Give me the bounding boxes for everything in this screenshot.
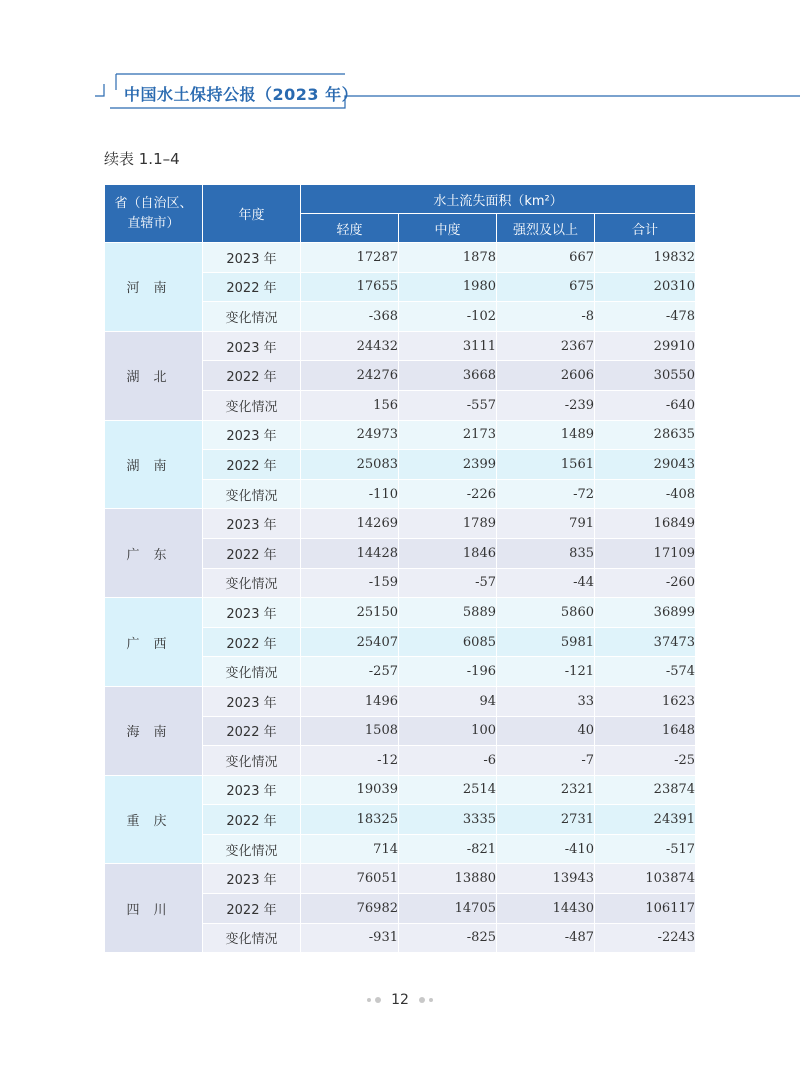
value-cell: 1846	[399, 538, 497, 568]
value-cell: 2173	[399, 420, 497, 450]
year-cell: 2022 年	[203, 361, 301, 391]
year-cell: 变化情况	[203, 746, 301, 776]
footer-dot-icon	[375, 997, 381, 1003]
province-cell: 广西	[105, 598, 203, 687]
year-cell: 2023 年	[203, 686, 301, 716]
value-cell: -825	[399, 923, 497, 953]
value-cell: 28635	[595, 420, 696, 450]
year-cell: 2023 年	[203, 420, 301, 450]
value-cell: 106117	[595, 894, 696, 924]
value-cell: 33	[497, 686, 595, 716]
value-cell: 14705	[399, 894, 497, 924]
value-cell: -408	[595, 479, 696, 509]
value-cell: 3335	[399, 805, 497, 835]
value-cell: 3111	[399, 331, 497, 361]
value-cell: 1508	[301, 716, 399, 746]
value-cell: 24973	[301, 420, 399, 450]
value-cell: 20310	[595, 272, 696, 302]
value-cell: 25407	[301, 627, 399, 657]
value-cell: 100	[399, 716, 497, 746]
table-body	[105, 243, 696, 953]
value-cell: -102	[399, 302, 497, 332]
value-cell: 17655	[301, 272, 399, 302]
value-cell: 2399	[399, 450, 497, 480]
value-cell: 76982	[301, 894, 399, 924]
value-cell: -574	[595, 657, 696, 687]
year-cell: 变化情况	[203, 923, 301, 953]
value-cell: 40	[497, 716, 595, 746]
value-cell: -12	[301, 746, 399, 776]
value-cell: 1789	[399, 509, 497, 539]
value-cell: 76051	[301, 864, 399, 894]
table-row	[105, 686, 696, 716]
soil-erosion-table	[104, 184, 696, 953]
value-cell: 675	[497, 272, 595, 302]
header-frame-decoration	[0, 68, 800, 118]
value-cell: -640	[595, 390, 696, 420]
table-row	[105, 775, 696, 805]
year-cell: 变化情况	[203, 390, 301, 420]
table-row	[105, 420, 696, 450]
value-cell: 5981	[497, 627, 595, 657]
year-cell: 2022 年	[203, 450, 301, 480]
value-cell: 19039	[301, 775, 399, 805]
year-cell: 变化情况	[203, 568, 301, 598]
year-cell: 变化情况	[203, 479, 301, 509]
value-cell: 30550	[595, 361, 696, 391]
table-row	[105, 243, 696, 273]
value-cell: 19832	[595, 243, 696, 273]
value-cell: 1623	[595, 686, 696, 716]
value-cell: 5889	[399, 598, 497, 628]
value-cell: 714	[301, 834, 399, 864]
value-cell: 23874	[595, 775, 696, 805]
province-cell: 湖北	[105, 331, 203, 420]
table-row	[105, 598, 696, 628]
header-moderate: 中度	[399, 214, 497, 243]
value-cell: 17109	[595, 538, 696, 568]
value-cell: -821	[399, 834, 497, 864]
header-mild: 轻度	[301, 214, 399, 243]
province-cell: 四川	[105, 864, 203, 953]
value-cell: 16849	[595, 509, 696, 539]
year-cell: 2023 年	[203, 509, 301, 539]
page-header	[0, 68, 800, 118]
footer-dot-icon	[419, 997, 425, 1003]
year-cell: 变化情况	[203, 657, 301, 687]
header-total: 合计	[595, 214, 696, 243]
value-cell: 29043	[595, 450, 696, 480]
header-province: 省（自治区、直辖市）	[105, 185, 203, 243]
value-cell: -121	[497, 657, 595, 687]
value-cell: 835	[497, 538, 595, 568]
value-cell: -239	[497, 390, 595, 420]
value-cell: 1648	[595, 716, 696, 746]
year-cell: 变化情况	[203, 834, 301, 864]
header-erosion-area: 水土流失面积（km²）	[301, 185, 696, 214]
value-cell: -487	[497, 923, 595, 953]
value-cell: -260	[595, 568, 696, 598]
value-cell: 1496	[301, 686, 399, 716]
value-cell: 103874	[595, 864, 696, 894]
value-cell: -44	[497, 568, 595, 598]
province-cell: 湖南	[105, 420, 203, 509]
province-cell: 海南	[105, 686, 203, 775]
value-cell: 94	[399, 686, 497, 716]
year-cell: 2022 年	[203, 805, 301, 835]
province-cell: 重庆	[105, 775, 203, 864]
year-cell: 2023 年	[203, 243, 301, 273]
value-cell: 17287	[301, 243, 399, 273]
footer-dot-icon	[367, 998, 371, 1002]
value-cell: 14269	[301, 509, 399, 539]
value-cell: 2321	[497, 775, 595, 805]
footer-dot-icon	[429, 998, 433, 1002]
value-cell: 1561	[497, 450, 595, 480]
value-cell: -931	[301, 923, 399, 953]
value-cell: 29910	[595, 331, 696, 361]
value-cell: -110	[301, 479, 399, 509]
value-cell: 3668	[399, 361, 497, 391]
value-cell: -7	[497, 746, 595, 776]
value-cell: 5860	[497, 598, 595, 628]
year-cell: 2022 年	[203, 627, 301, 657]
value-cell: 2367	[497, 331, 595, 361]
province-cell: 广东	[105, 509, 203, 598]
value-cell: 2514	[399, 775, 497, 805]
province-cell: 河南	[105, 243, 203, 332]
value-cell: 25083	[301, 450, 399, 480]
value-cell: -8	[497, 302, 595, 332]
table-row	[105, 331, 696, 361]
value-cell: -72	[497, 479, 595, 509]
value-cell: 156	[301, 390, 399, 420]
value-cell: 2731	[497, 805, 595, 835]
value-cell: 667	[497, 243, 595, 273]
value-cell: -159	[301, 568, 399, 598]
value-cell: -6	[399, 746, 497, 776]
value-cell: 25150	[301, 598, 399, 628]
value-cell: -368	[301, 302, 399, 332]
value-cell: -57	[399, 568, 497, 598]
year-cell: 2023 年	[203, 598, 301, 628]
value-cell: -196	[399, 657, 497, 687]
year-cell: 2022 年	[203, 538, 301, 568]
value-cell: 18325	[301, 805, 399, 835]
value-cell: -557	[399, 390, 497, 420]
value-cell: 14428	[301, 538, 399, 568]
value-cell: 13880	[399, 864, 497, 894]
value-cell: 36899	[595, 598, 696, 628]
value-cell: 791	[497, 509, 595, 539]
page-footer	[0, 992, 800, 1016]
value-cell: 37473	[595, 627, 696, 657]
year-cell: 变化情况	[203, 302, 301, 332]
year-cell: 2023 年	[203, 775, 301, 805]
page-number: 12	[391, 992, 409, 1008]
value-cell: 2606	[497, 361, 595, 391]
value-cell: 24391	[595, 805, 696, 835]
value-cell: -410	[497, 834, 595, 864]
year-cell: 2022 年	[203, 716, 301, 746]
header-severe-above: 强烈及以上	[497, 214, 595, 243]
value-cell: -478	[595, 302, 696, 332]
year-cell: 2023 年	[203, 864, 301, 894]
value-cell: 1878	[399, 243, 497, 273]
value-cell: 1489	[497, 420, 595, 450]
value-cell: -226	[399, 479, 497, 509]
value-cell: -25	[595, 746, 696, 776]
value-cell: 1980	[399, 272, 497, 302]
value-cell: 24432	[301, 331, 399, 361]
header-year: 年度	[203, 185, 301, 243]
value-cell: 24276	[301, 361, 399, 391]
value-cell: 13943	[497, 864, 595, 894]
table-caption: 续表 1.1–4	[104, 150, 180, 168]
value-cell: 6085	[399, 627, 497, 657]
table-row	[105, 509, 696, 539]
table-row	[105, 864, 696, 894]
value-cell: -257	[301, 657, 399, 687]
value-cell: 14430	[497, 894, 595, 924]
publication-title: 中国水土保持公报（2023 年）	[124, 85, 359, 104]
value-cell: -2243	[595, 923, 696, 953]
value-cell: -517	[595, 834, 696, 864]
year-cell: 2023 年	[203, 331, 301, 361]
year-cell: 2022 年	[203, 894, 301, 924]
year-cell: 2022 年	[203, 272, 301, 302]
